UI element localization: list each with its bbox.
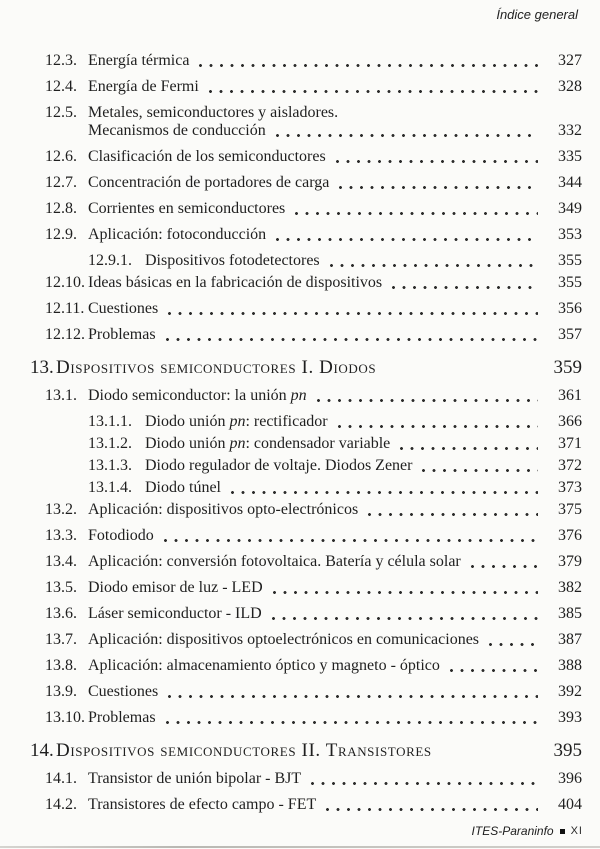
toc-entry-line [0, 709, 582, 727]
toc-entry-number: 12.10. [45, 274, 85, 291]
toc-entry-13-6 [0, 605, 582, 623]
toc-entry-13-10 [0, 709, 582, 727]
toc-entry-line [0, 479, 582, 497]
toc-entry-title: Diodo emisor de luz - LED [88, 579, 263, 596]
toc-entry-title: Problemas [88, 326, 156, 343]
toc-entry-line [0, 326, 582, 344]
toc-entry-line [0, 739, 582, 763]
toc-entry-title: Transistores de efecto campo - FET [88, 796, 317, 813]
dot-leader [317, 399, 538, 402]
toc-entry-line [0, 657, 582, 675]
toc-entry-title: Dispositivos semiconductores I. Diodos [56, 357, 377, 378]
toc-entry-title: Aplicación: dispositivos opto-electrónicos [88, 501, 359, 518]
toc-entry-line [0, 78, 582, 96]
running-header: Índice general [496, 7, 578, 22]
dot-leader [199, 64, 538, 67]
dot-leader [209, 90, 538, 93]
dot-leader [392, 286, 538, 289]
toc-entry-14-1 [0, 770, 582, 788]
toc-entry-12-12 [0, 326, 582, 344]
toc-entry-page: 355 [558, 252, 582, 269]
toc-entry-line [0, 796, 582, 814]
toc-entry-number: 13.1. [45, 387, 77, 404]
toc-entry-number: 13. [30, 357, 54, 378]
toc-entry-title: Dispositivos semiconductores II. Transistores [56, 740, 432, 761]
dot-leader [166, 338, 538, 341]
toc-entry-title: Diodo semiconductor: la unión pn [88, 387, 307, 404]
toc-entry-page: 359 [553, 357, 582, 378]
toc-entry-13-3 [0, 527, 582, 545]
toc-entry-line [0, 122, 582, 140]
toc-entry-title: Aplicación: fotoconducción [88, 226, 267, 243]
toc-entry-14-2 [0, 796, 582, 814]
scan-edge-line [0, 846, 600, 848]
toc-entry-number: 12.5. [45, 104, 77, 121]
dot-leader [442, 757, 538, 760]
dot-leader [422, 469, 538, 472]
toc-entry-title: Mecanismos de conducción [88, 122, 266, 139]
toc-entry-line [0, 387, 582, 405]
dot-leader [166, 721, 538, 724]
toc-entry-number: 13.10. [45, 709, 85, 726]
toc-entry-page: 344 [558, 174, 582, 191]
dot-leader [164, 539, 538, 542]
dot-leader [272, 617, 538, 620]
toc-entry-number: 13.5. [45, 579, 77, 596]
toc-entry-line [0, 457, 582, 475]
toc-entry-title: Aplicación: conversión fotovoltaica. Batería y célula solar [88, 553, 461, 570]
dot-leader [450, 669, 538, 672]
dot-leader [386, 374, 538, 377]
toc-entry-13-9 [0, 683, 582, 701]
toc-entry-page: 357 [558, 326, 582, 343]
toc-entry-13-1-3 [0, 457, 582, 475]
dot-leader [471, 565, 538, 568]
toc-entry-line [0, 605, 582, 623]
toc-entry-title: Aplicación: almacenamiento óptico y magneto - óptico [88, 657, 440, 674]
toc-entry-13-7 [0, 631, 582, 649]
toc-entry-title: Cuestiones [88, 683, 159, 700]
toc-entry-line [0, 174, 582, 192]
toc-entry-title: Diodo regulador de voltaje. Diodos Zener [145, 457, 413, 474]
toc-entry-title: Energía térmica [88, 52, 190, 69]
toc-entry-13-4 [0, 553, 582, 571]
toc-entry-page: 379 [558, 553, 582, 570]
toc-entry-number: 14. [30, 740, 54, 761]
toc-entry-13-1-2 [0, 435, 582, 453]
toc-entry-page: 382 [558, 579, 582, 596]
toc-entry-number: 12.12. [45, 326, 85, 343]
toc-entry-number: 13.1.3. [88, 457, 132, 474]
toc-entry-title: Diodo unión pn: rectificador [145, 413, 328, 430]
toc-entry-number: 12.8. [45, 200, 77, 217]
toc-entry-line [0, 631, 582, 649]
toc-entry-number: 14.1. [45, 770, 77, 787]
toc-entry-page: 327 [558, 52, 582, 69]
toc-entry-line [0, 435, 582, 453]
toc-entry-title: Cuestiones [88, 300, 159, 317]
toc-entry-line [0, 252, 582, 270]
toc-entry-13-2 [0, 501, 582, 519]
toc-entry-12-7 [0, 174, 582, 192]
dot-leader [273, 591, 538, 594]
toc-entry-title: Fotodiodo [88, 527, 154, 544]
toc-entry-number: 13.1.2. [88, 435, 132, 452]
dot-leader [326, 808, 538, 811]
toc-entry-13-1-4 [0, 479, 582, 497]
toc-entry-title: Transistor de unión bipolar - BJT [88, 770, 302, 787]
toc-entry-line [0, 553, 582, 571]
toc-entry-page: 356 [558, 300, 582, 317]
toc-entry-page: 393 [558, 709, 582, 726]
toc-entry-12-5 [0, 104, 582, 140]
toc-entry-page: 332 [558, 122, 582, 139]
toc-entry-page: 388 [558, 657, 582, 674]
toc-entry-12-4 [0, 78, 582, 96]
toc-entry-line [0, 226, 582, 244]
toc-entry-title: Dispositivos fotodetectores [145, 252, 320, 269]
toc-entry-13-8 [0, 657, 582, 675]
toc-entry-line [0, 200, 582, 218]
toc-entry-page: 371 [558, 435, 582, 452]
square-bullet-icon [560, 829, 565, 834]
toc-entry-title: Clasificación de los semiconductores [88, 148, 326, 165]
toc-entry-13-5 [0, 579, 582, 597]
dot-leader [168, 695, 538, 698]
toc-entry-line [0, 683, 582, 701]
toc-entry-title: Energía de Fermi [88, 78, 199, 95]
toc-entry-title: Láser semiconductor - ILD [88, 605, 262, 622]
toc-entry-number: 13.7. [45, 631, 77, 648]
dot-leader [311, 782, 538, 785]
dot-leader [276, 134, 538, 137]
page-number-roman: XI [570, 825, 583, 837]
toc-entry-12-9-1 [0, 252, 582, 270]
toc-entry-page: 404 [558, 796, 582, 813]
toc-entry-line [0, 413, 582, 431]
toc-entry-13-1 [0, 387, 582, 405]
toc-entry-number: 13.1.1. [88, 413, 132, 430]
dot-leader [336, 160, 538, 163]
toc-entry-title: Ideas básicas en la fabricación de dispositivos [88, 274, 383, 291]
toc-entry-12-10 [0, 274, 582, 292]
toc-entry-page: 395 [553, 740, 582, 761]
dot-leader [489, 643, 538, 646]
toc-entry-title: Aplicación: dispositivos optoelectrónicos en comunicaciones [88, 631, 480, 648]
toc-entry-page: 366 [558, 413, 582, 430]
toc-entry-page: 355 [558, 274, 582, 291]
toc-entry-page: 385 [558, 605, 582, 622]
toc-entry-page: 375 [558, 501, 582, 518]
toc-entry-page: 349 [558, 200, 582, 217]
toc-entry-title: Metales, semiconductores y aisladores. [88, 104, 339, 121]
toc-entry-12-8 [0, 200, 582, 218]
toc-entry-number: 13.1.4. [88, 479, 132, 496]
toc-entry-page: 328 [558, 78, 582, 95]
dot-leader [295, 212, 538, 215]
toc-entry-12-9 [0, 226, 582, 244]
toc-entry-number: 13.9. [45, 683, 77, 700]
toc-entry-number: 12.9. [45, 226, 77, 243]
toc-entry-line [0, 148, 582, 166]
toc-entry-page: 392 [558, 683, 582, 700]
toc-entry-page: 376 [558, 527, 582, 544]
toc-entry-number: 12.3. [45, 52, 77, 69]
toc-entry-12-6 [0, 148, 582, 166]
dot-leader [338, 425, 538, 428]
dot-leader [168, 312, 538, 315]
dot-leader [330, 264, 538, 267]
dot-leader [276, 238, 538, 241]
toc-entry-12-3 [0, 52, 582, 70]
page-footer [472, 824, 583, 838]
toc-entry-line [0, 356, 582, 380]
toc-entry-page: 361 [558, 387, 582, 404]
toc-entry-12-11 [0, 300, 582, 318]
dot-leader [231, 491, 538, 494]
toc-entry-title: Problemas [88, 709, 156, 726]
toc-entry-page: 335 [558, 148, 582, 165]
toc-entry-line [0, 770, 582, 788]
publisher-name: ITES-Paraninfo [471, 824, 554, 838]
toc-entry-page: 372 [558, 457, 582, 474]
toc-entry-page: 373 [558, 479, 582, 496]
toc-entry-number: 13.4. [45, 553, 77, 570]
toc-entry-number: 13.8. [45, 657, 77, 674]
toc-entry-13-1-1 [0, 413, 582, 431]
toc-entry-line [0, 104, 582, 122]
toc-entry-number: 12.7. [45, 174, 77, 191]
toc-entry-number: 13.3. [45, 527, 77, 544]
toc-entry-13 [0, 356, 582, 380]
toc-entry-number: 12.9.1. [88, 252, 132, 269]
toc-entry-number: 12.4. [45, 78, 77, 95]
dot-leader [339, 186, 538, 189]
toc-entry-title: Diodo túnel [145, 479, 221, 496]
toc-entry-number: 13.2. [45, 501, 77, 518]
toc-entry-14 [0, 739, 582, 763]
dot-leader [400, 447, 538, 450]
toc-entry-page: 387 [558, 631, 582, 648]
dot-leader [368, 513, 538, 516]
toc-entry-title: Corrientes en semiconductores [88, 200, 286, 217]
toc-entry-line [0, 527, 582, 545]
toc-entry-number: 14.2. [45, 796, 77, 813]
toc-entry-page: 353 [558, 226, 582, 243]
toc-entry-line [0, 274, 582, 292]
toc-entry-page: 396 [558, 770, 582, 787]
toc-entry-title: Concentración de portadores de carga [88, 174, 330, 191]
toc-entry-line [0, 501, 582, 519]
toc-entry-number: 12.11. [45, 300, 85, 317]
toc-entry-title: Diodo unión pn: condensador variable [145, 435, 391, 452]
toc-entry-number: 13.6. [45, 605, 77, 622]
toc-entry-line [0, 300, 582, 318]
toc-entry-line [0, 579, 582, 597]
toc-entry-line [0, 52, 582, 70]
toc-entry-number: 12.6. [45, 148, 77, 165]
